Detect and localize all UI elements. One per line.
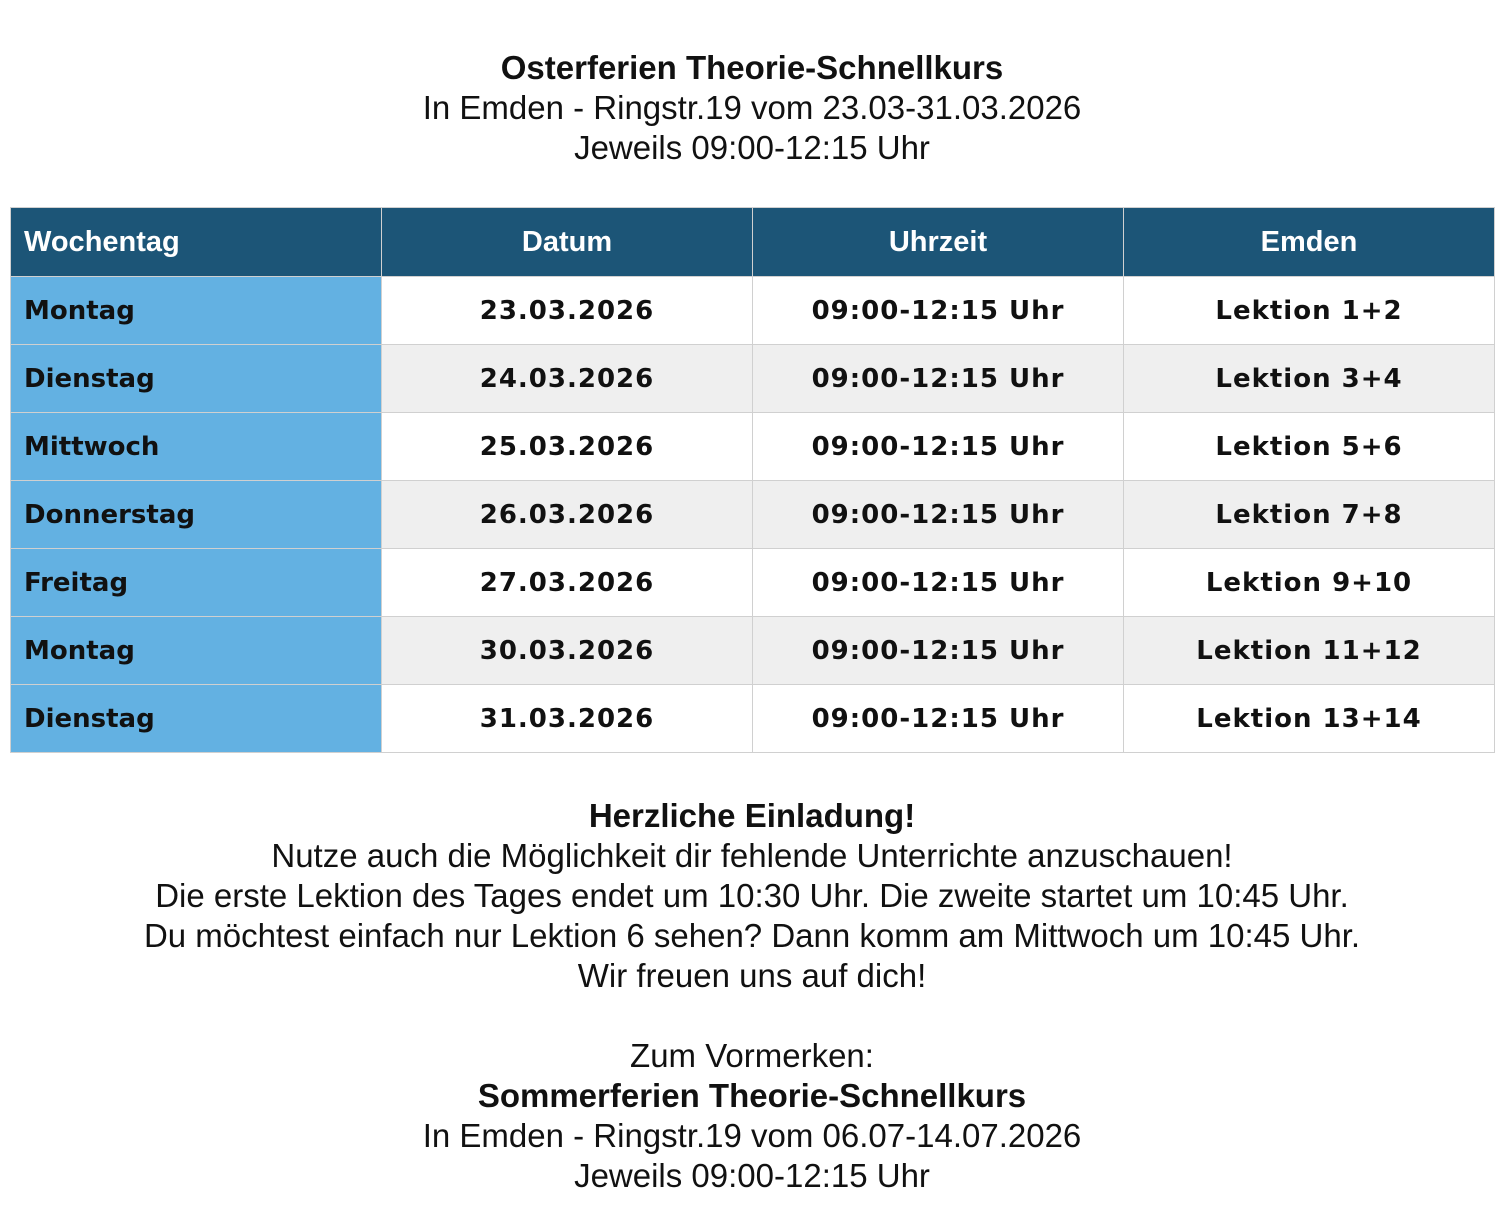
cell-day: Montag <box>11 277 382 345</box>
cell-lesson: Lektion 13+14 <box>1124 685 1495 753</box>
column-header-emden: Emden <box>1124 208 1495 277</box>
invite-line-4: Wir freuen uns auf dich! <box>577 957 927 994</box>
cell-date: 30.03.2026 <box>382 617 753 685</box>
cell-day: Montag <box>11 617 382 685</box>
cell-date: 26.03.2026 <box>382 481 753 549</box>
column-header-datum: Datum <box>382 208 753 277</box>
table-row <box>11 481 1495 549</box>
footer-block <box>0 1036 1504 1196</box>
cell-day: Mittwoch <box>11 413 382 481</box>
cell-time: 09:00-12:15 Uhr <box>753 413 1124 481</box>
cell-lesson: Lektion 7+8 <box>1124 481 1495 549</box>
cell-day: Freitag <box>11 549 382 617</box>
cell-lesson: Lektion 1+2 <box>1124 277 1495 345</box>
cell-lesson: Lektion 3+4 <box>1124 345 1495 413</box>
invite-line-2: Die erste Lektion des Tages endet um 10:30 Uhr. Die zweite startet um 10:45 Uhr. <box>155 877 1349 914</box>
cell-day: Dienstag <box>11 345 382 413</box>
header-block <box>0 48 1504 168</box>
cell-time: 09:00-12:15 Uhr <box>753 345 1124 413</box>
table-row <box>11 685 1495 753</box>
table-header-row <box>11 208 1495 277</box>
footer-title: Sommerferien Theorie-Schnellkurs <box>477 1077 1027 1114</box>
cell-day: Donnerstag <box>11 481 382 549</box>
table-row <box>11 549 1495 617</box>
invitation-block <box>0 796 1504 996</box>
cell-time: 09:00-12:15 Uhr <box>753 685 1124 753</box>
schedule-table <box>10 207 1495 753</box>
column-header-uhrzeit: Uhrzeit <box>753 208 1124 277</box>
cell-date: 23.03.2026 <box>382 277 753 345</box>
course-time: Jeweils 09:00-12:15 Uhr <box>574 129 930 166</box>
cell-day: Dienstag <box>11 685 382 753</box>
cell-date: 24.03.2026 <box>382 345 753 413</box>
page-title: Osterferien Theorie-Schnellkurs <box>500 49 1004 86</box>
table-row <box>11 617 1495 685</box>
cell-time: 09:00-12:15 Uhr <box>753 277 1124 345</box>
invite-line-1: Nutze auch die Möglichkeit dir fehlende Unterrichte anzuschauen! <box>271 837 1233 874</box>
invite-heading: Herzliche Einladung! <box>588 797 916 834</box>
footer-location: In Emden - Ringstr.19 vom 06.07-14.07.2026 <box>422 1117 1082 1154</box>
table-row <box>11 277 1495 345</box>
cell-lesson: Lektion 11+12 <box>1124 617 1495 685</box>
cell-date: 31.03.2026 <box>382 685 753 753</box>
cell-lesson: Lektion 9+10 <box>1124 549 1495 617</box>
table-row <box>11 345 1495 413</box>
table-row <box>11 413 1495 481</box>
cell-time: 09:00-12:15 Uhr <box>753 617 1124 685</box>
cell-date: 27.03.2026 <box>382 549 753 617</box>
invite-line-3: Du möchtest einfach nur Lektion 6 sehen? Dann komm am Mittwoch um 10:45 Uhr. <box>143 917 1361 954</box>
footer-time: Jeweils 09:00-12:15 Uhr <box>574 1157 930 1194</box>
footer-note: Zum Vormerken: <box>630 1037 874 1074</box>
cell-time: 09:00-12:15 Uhr <box>753 481 1124 549</box>
cell-date: 25.03.2026 <box>382 413 753 481</box>
cell-lesson: Lektion 5+6 <box>1124 413 1495 481</box>
course-location: In Emden - Ringstr.19 vom 23.03-31.03.2026 <box>422 89 1082 126</box>
cell-time: 09:00-12:15 Uhr <box>753 549 1124 617</box>
column-header-wochentag: Wochentag <box>11 208 382 277</box>
